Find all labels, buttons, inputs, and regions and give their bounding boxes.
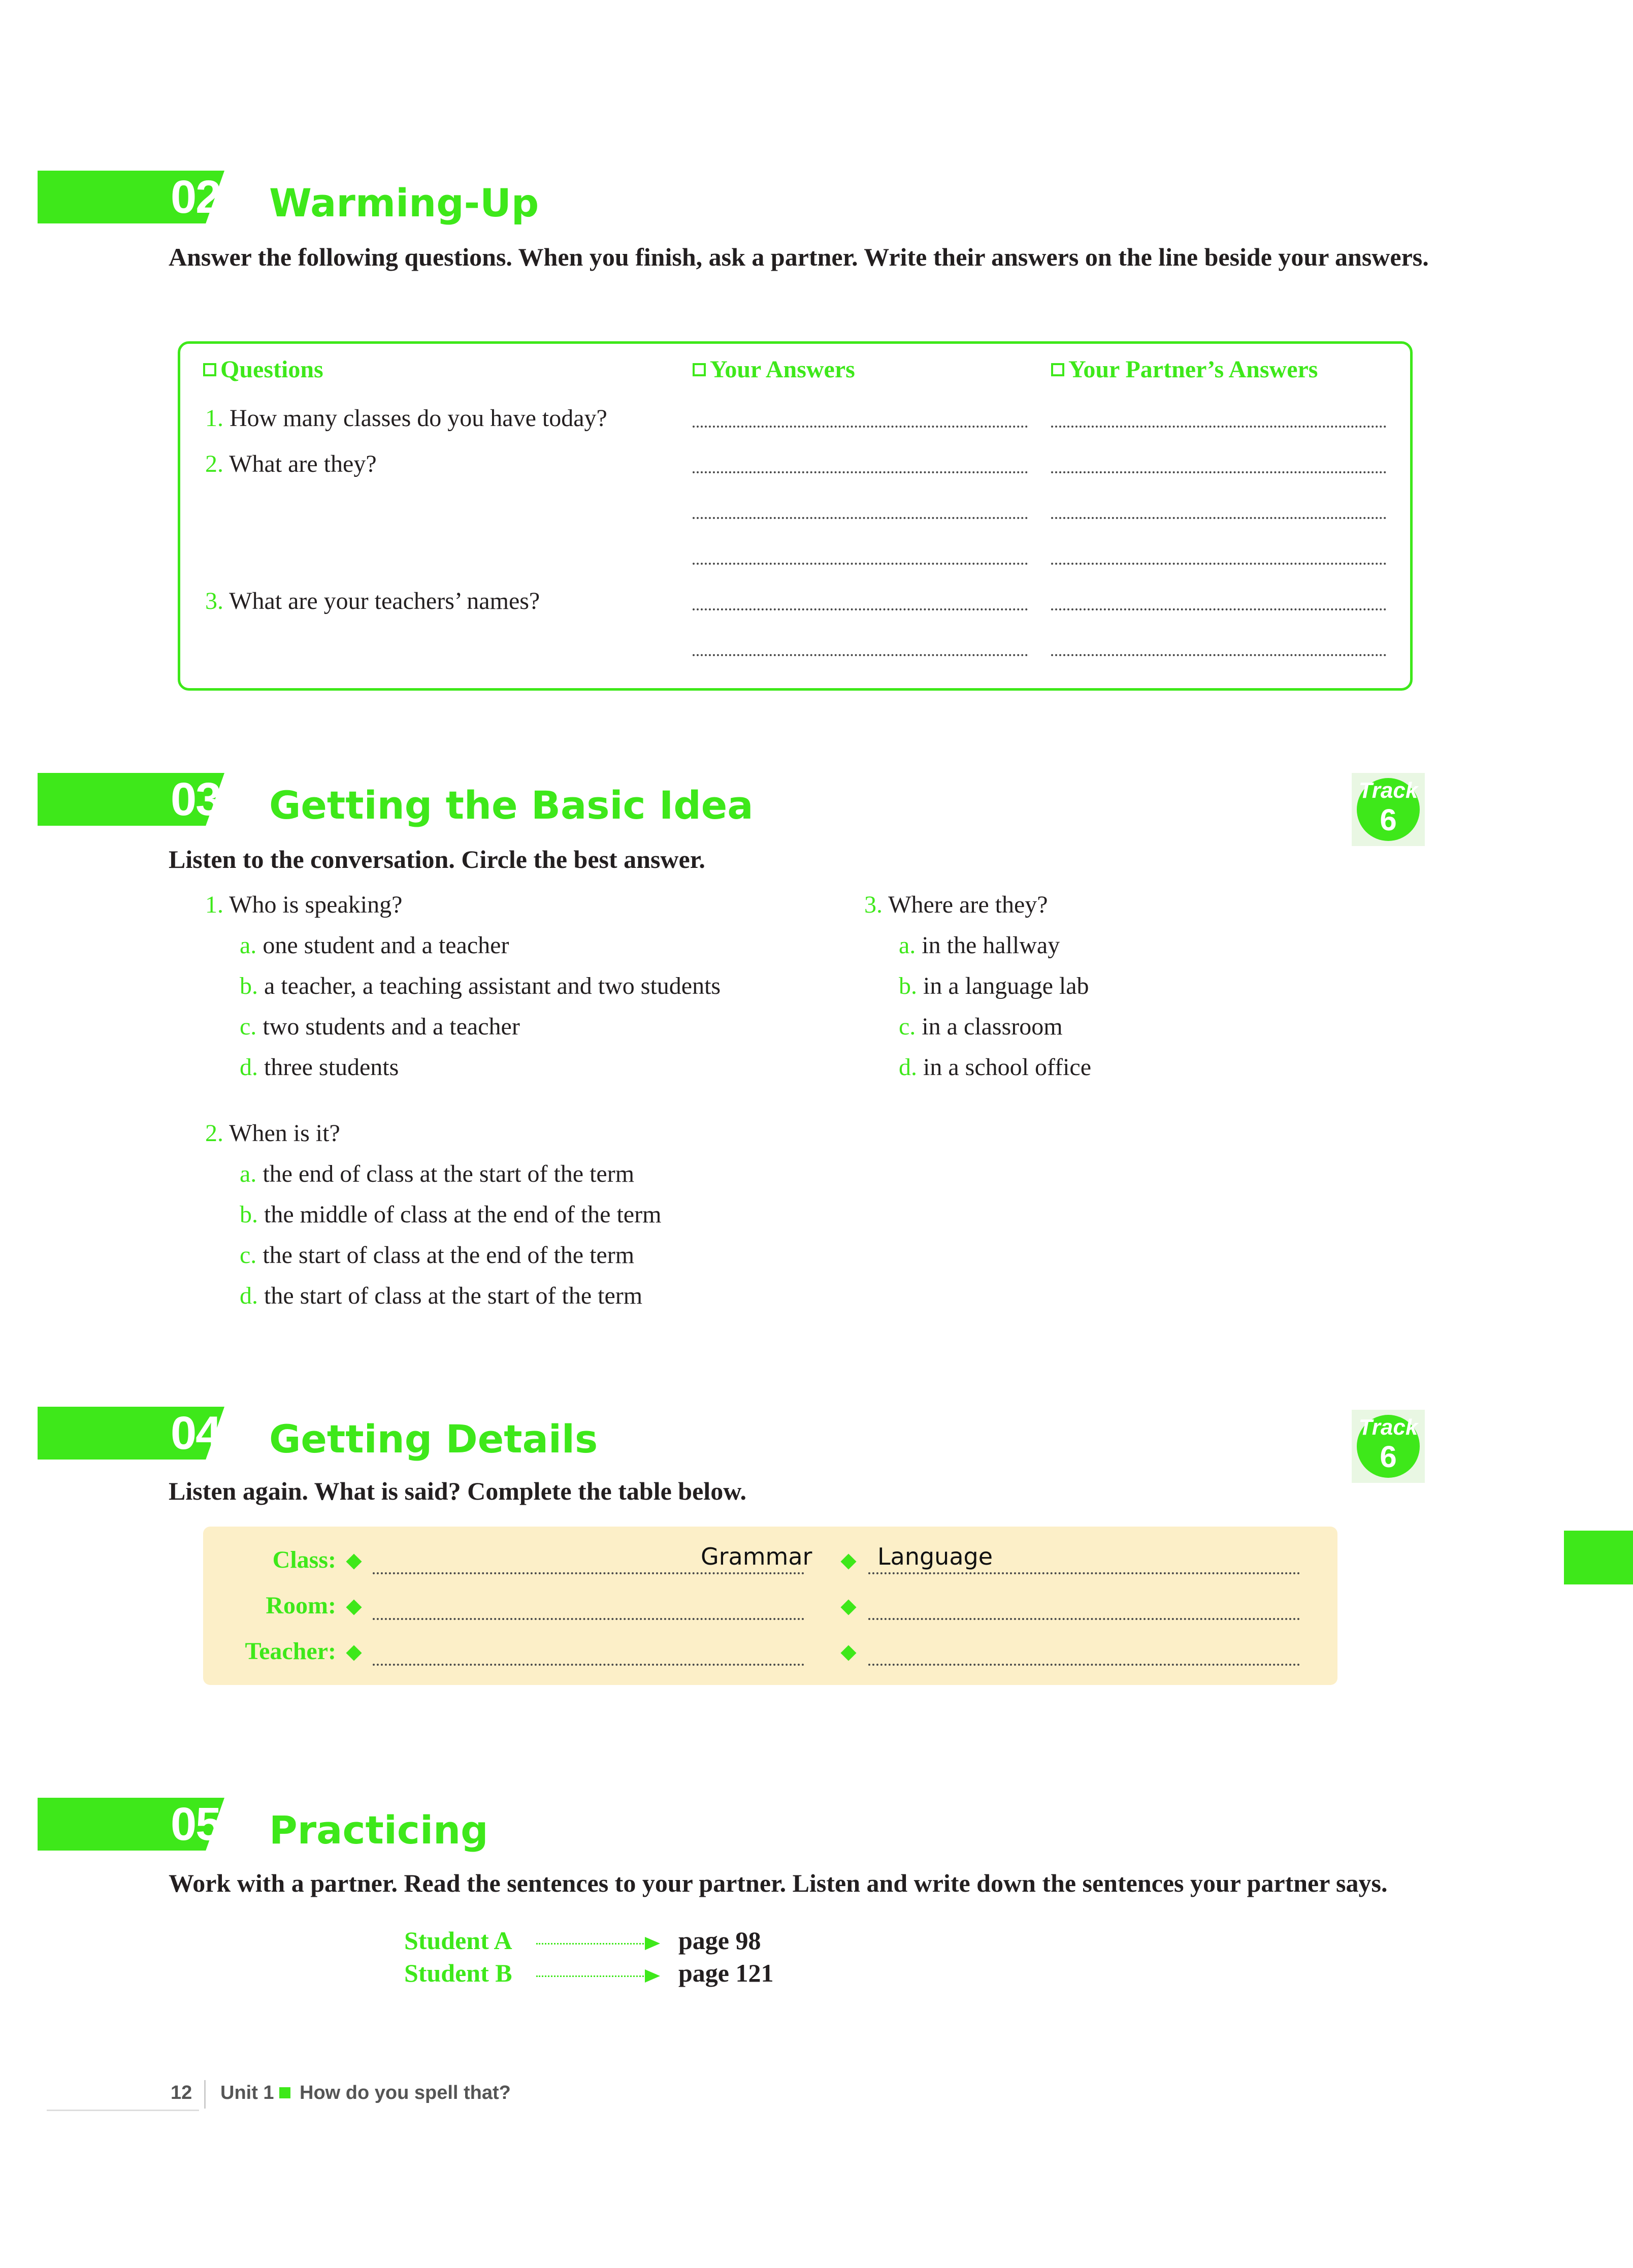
- option-1c[interactable]: c. two students and a teacher: [240, 1013, 520, 1040]
- class-left-line[interactable]: [373, 1572, 804, 1574]
- option-3b[interactable]: b. in a language lab: [899, 973, 1089, 999]
- section-05-number: 05: [171, 1798, 221, 1850]
- option-3a[interactable]: a. in the hallway: [899, 932, 1060, 959]
- option-1a[interactable]: a. one student and a teacher: [240, 932, 509, 959]
- basic-question-1: 1. Who is speaking?: [205, 891, 403, 918]
- class-right-answer: Language: [877, 1543, 993, 1570]
- checkbox-icon: [203, 363, 216, 376]
- section-05-title: Practicing: [269, 1807, 488, 1853]
- warmup-question-2: 2. What are they?: [205, 450, 377, 477]
- answer-line[interactable]: [693, 654, 1028, 656]
- dotted-arrow-line: [536, 1943, 650, 1945]
- section-04-title: Getting Details: [269, 1416, 598, 1462]
- column-header-partner-answers: Your Partner’s Answers: [1051, 355, 1318, 383]
- class-right-line[interactable]: [868, 1572, 1300, 1574]
- warmup-question-3: 3. What are your teachers’ names?: [205, 588, 540, 614]
- answer-line[interactable]: [693, 517, 1028, 519]
- answer-line[interactable]: [693, 471, 1028, 473]
- partner-answer-line[interactable]: [1051, 563, 1386, 565]
- practicing-instruction: Work with a partner. Read the sentences to your partner. Listen and write down the sentences your partner says.: [169, 1869, 1388, 1897]
- answer-line[interactable]: [693, 426, 1028, 428]
- section-02-title: Warming-Up: [269, 180, 539, 225]
- option-3d[interactable]: d. in a school office: [899, 1054, 1092, 1081]
- room-right-line[interactable]: [868, 1618, 1300, 1620]
- track-6-badge[interactable]: [1352, 1410, 1425, 1483]
- option-2b[interactable]: b. the middle of class at the end of the term: [240, 1201, 662, 1228]
- row-label-room: Room:: [266, 1592, 336, 1619]
- warmup-question-1: 1. How many classes do you have today?: [205, 405, 607, 432]
- footer-unit: Unit 1: [220, 2082, 274, 2103]
- footer-page-number: 12: [171, 2082, 192, 2103]
- partner-answer-line[interactable]: [1051, 654, 1386, 656]
- option-1b[interactable]: b. a teacher, a teaching assistant and two students: [240, 973, 721, 999]
- student-a-page[interactable]: page 98: [678, 1926, 761, 1955]
- partner-answer-line[interactable]: [1051, 517, 1386, 519]
- class-left-answer: Grammar: [701, 1543, 812, 1570]
- warmup-instruction: Answer the following questions. When you finish, ask a partner. Write their answers on the line beside your answers.: [169, 243, 1429, 271]
- dotted-arrow-line: [536, 1975, 650, 1977]
- student-b-page[interactable]: page 121: [678, 1959, 774, 1987]
- option-3c[interactable]: c. in a classroom: [899, 1013, 1063, 1040]
- track-label: Track: [1358, 778, 1418, 803]
- partner-answer-line[interactable]: [1051, 426, 1386, 428]
- teacher-right-line[interactable]: [868, 1664, 1300, 1666]
- details-instruction: Listen again. What is said? Complete the table below.: [169, 1477, 747, 1505]
- footer-unit-title: How do you spell that?: [300, 2082, 511, 2103]
- track-6-badge[interactable]: [1352, 773, 1425, 846]
- column-header-questions: Questions: [203, 355, 323, 383]
- basic-question-3: 3. Where are they?: [864, 891, 1048, 918]
- option-2d[interactable]: d. the start of class at the start of the term: [240, 1282, 643, 1309]
- track-number: 6: [1380, 1440, 1397, 1474]
- section-03-number: 03: [171, 773, 221, 825]
- option-2c[interactable]: c. the start of class at the end of the term: [240, 1242, 635, 1269]
- student-b-label: Student B: [404, 1959, 512, 1987]
- arrow-right-icon: [645, 1969, 660, 1983]
- checkbox-icon: [1051, 363, 1064, 376]
- room-left-line[interactable]: [373, 1618, 804, 1620]
- option-2a[interactable]: a. the end of class at the start of the term: [240, 1160, 635, 1187]
- row-label-class: Class:: [272, 1546, 336, 1573]
- section-03-title: Getting the Basic Idea: [269, 783, 754, 828]
- answer-line[interactable]: [693, 608, 1028, 610]
- side-tab-marker: [1564, 1531, 1633, 1584]
- row-label-teacher: Teacher:: [245, 1638, 336, 1665]
- option-1d[interactable]: d. three students: [240, 1054, 399, 1081]
- teacher-left-line[interactable]: [373, 1664, 804, 1666]
- footer-divider: [204, 2080, 206, 2109]
- answer-line[interactable]: [693, 563, 1028, 565]
- section-02-number: 02: [171, 171, 221, 223]
- square-bullet-icon: [279, 2087, 290, 2098]
- track-number: 6: [1380, 803, 1397, 837]
- checkbox-icon: [693, 363, 706, 376]
- column-header-your-answers: Your Answers: [693, 355, 855, 383]
- basic-question-2: 2. When is it?: [205, 1120, 340, 1147]
- footer-rule: [47, 2110, 199, 2111]
- warmup-table: [178, 341, 1413, 691]
- student-a-label: Student A: [404, 1926, 512, 1955]
- section-04-number: 04: [171, 1407, 221, 1459]
- basic-idea-instruction: Listen to the conversation. Circle the best answer.: [169, 845, 705, 873]
- track-label: Track: [1358, 1415, 1418, 1440]
- partner-answer-line[interactable]: [1051, 608, 1386, 610]
- partner-answer-line[interactable]: [1051, 471, 1386, 473]
- arrow-right-icon: [645, 1937, 660, 1950]
